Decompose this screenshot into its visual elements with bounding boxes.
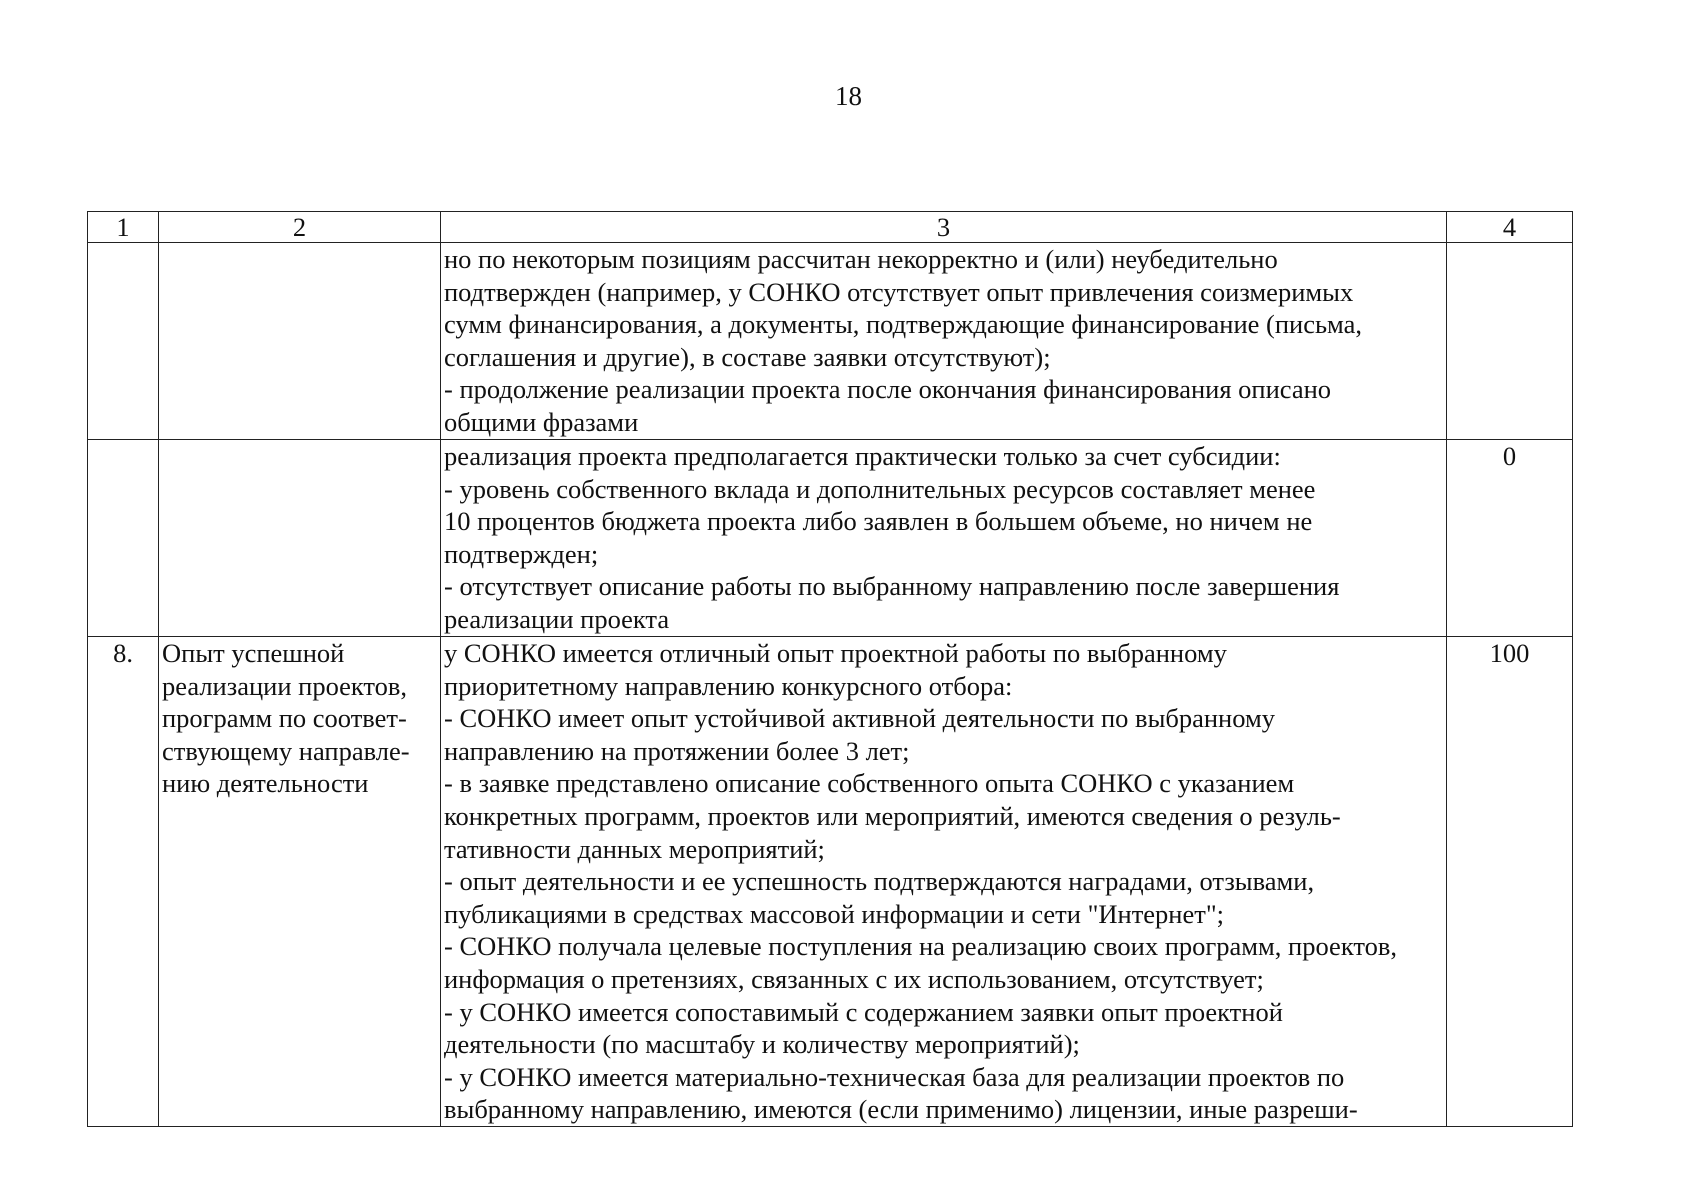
description-line: приоритетному направлению конкурсного отбора: (444, 670, 1013, 701)
description-line: реализации проекта (444, 603, 670, 634)
description-line: - у СОНКО имеется материально-техническая база для реализации проектов по (444, 1061, 1345, 1092)
description-line: сумм финансирования, а документы, подтверждающие финансирование (письма, (444, 309, 1363, 340)
column-header-1: 1 (88, 212, 159, 243)
criterion-name (159, 637, 441, 1127)
score-value (1447, 243, 1573, 440)
criterion-name-line: Опыт успешной (162, 638, 345, 668)
description-line: соглашения и другие), в составе заявки отсутствуют); (444, 341, 1051, 372)
row-number (88, 440, 159, 637)
evaluation-criteria-table (87, 211, 1573, 1127)
description-line: - опыт деятельности и ее успешность подтверждаются наградами, отзывами, (444, 866, 1315, 897)
description-line: у СОНКО имеется отличный опыт проектной работы по выбранному (444, 638, 1227, 668)
row-number: 8. (88, 637, 159, 1127)
criterion-name-line: программ по соответ- (162, 703, 407, 734)
description-line: - в заявке представлено описание собственного опыта СОНКО с указанием (444, 768, 1295, 799)
description-line: реализация проекта предполагается практически только за счет субсидии: (444, 441, 1281, 471)
page-number: 18 (835, 81, 862, 111)
table-row (88, 637, 1573, 1127)
description-line: подтвержден (например, у СОНКО отсутствует опыт привлечения соизмеримых (444, 276, 1354, 307)
criterion-name (159, 243, 441, 440)
criterion-name (159, 440, 441, 637)
description-line: деятельности (по масштабу и количеству мероприятий); (444, 1029, 1080, 1060)
description-line: - уровень собственного вклада и дополнительных ресурсов составляет менее (444, 473, 1316, 504)
column-header-3: 3 (441, 212, 1447, 243)
criterion-description (441, 243, 1447, 440)
criterion-description (441, 637, 1447, 1127)
description-line: подтвержден; (444, 538, 599, 569)
table-header-row (88, 212, 1573, 243)
criterion-name-line: нию деятельности (162, 768, 369, 799)
column-header-2: 2 (159, 212, 441, 243)
score-value: 100 (1447, 637, 1573, 1127)
description-line: конкретных программ, проектов или мероприятий, имеются сведения о резуль- (444, 800, 1341, 831)
description-line: 10 процентов бюджета проекта либо заявлен в большем объеме, но ничем не (444, 506, 1313, 537)
description-line: но по некоторым позициям рассчитан некорректно и (или) неубедительно (444, 244, 1278, 274)
description-line: - отсутствует описание работы по выбранному направлению после завершения (444, 571, 1340, 602)
description-line: тативности данных мероприятий; (444, 833, 825, 864)
criterion-name-line: ствующему направле- (162, 735, 410, 766)
description-line: направлению на протяжении более 3 лет; (444, 735, 910, 766)
criterion-name-line: реализации проектов, (162, 670, 408, 701)
description-line: - СОНКО получала целевые поступления на реализацию своих программ, проектов, (444, 931, 1397, 962)
criterion-description (441, 440, 1447, 637)
table-row (88, 243, 1573, 440)
description-line: - СОНКО имеет опыт устойчивой активной деятельности по выбранному (444, 703, 1275, 734)
description-line: - продолжение реализации проекта после окончания финансирования описано (444, 374, 1332, 405)
row-number (88, 243, 159, 440)
description-line: выбранному направлению, имеются (если применимо) лицензии, иные разреши- (444, 1094, 1358, 1125)
description-line: - у СОНКО имеется сопоставимый с содержанием заявки опыт проектной (444, 996, 1283, 1027)
table-row (88, 440, 1573, 637)
description-line: публикациями в средствах массовой информации и сети "Интернет"; (444, 898, 1225, 929)
score-value: 0 (1447, 440, 1573, 637)
description-line: информация о претензиях, связанных с их использованием, отсутствует; (444, 963, 1264, 994)
column-header-4: 4 (1447, 212, 1573, 243)
description-line: общими фразами (444, 406, 639, 437)
